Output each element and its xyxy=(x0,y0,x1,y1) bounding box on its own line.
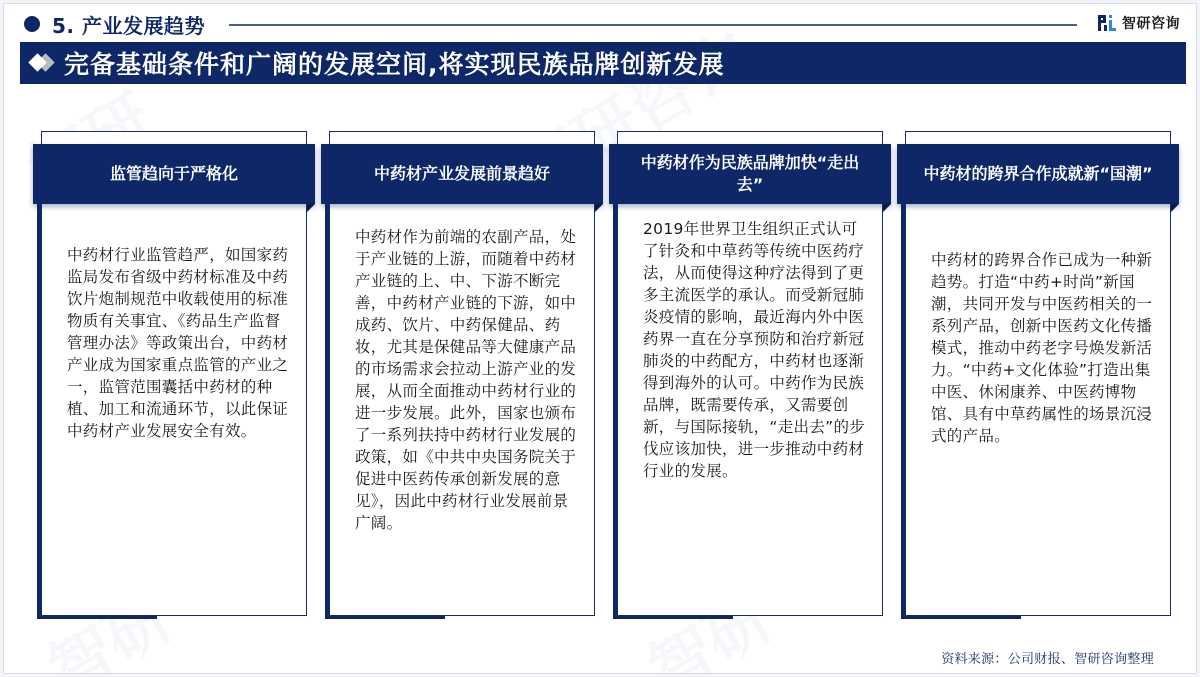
card-title: 中药材产业发展前景趋好 xyxy=(321,144,603,204)
card-title: 中药材作为民族品牌加快“走出去” xyxy=(609,144,891,204)
card-going-global xyxy=(617,131,883,616)
title-banner xyxy=(20,42,1186,84)
section-title: 5. 产业发展趋势 xyxy=(52,13,205,38)
card-fold xyxy=(883,204,891,212)
source-note: 资料来源：公司财报、智研咨询整理 xyxy=(941,652,1154,667)
card-body: 2019年世界卫生组织正式认可了针灸和中草药等传统中医药疗法，从而使得这种疗法得到了更多主流医学的承认。而受新冠肺炎疫情的影响，最近海内外中医药界一直在分享预防和治疗新冠肺炎的中药配方，中药材也逐渐得到海外的认可。中药作为民族品牌，既需要传承，又需要创新，与国际接轨，“走出去”的步伐应该加快，进一步推动中药材行业的发展。 xyxy=(643,220,866,480)
card-fold xyxy=(595,204,603,212)
diamond-icon xyxy=(28,53,60,73)
card-body: 中药材作为前端的农副产品，处于产业链的上游，而随着中药材产业链的上、中、下游不断完善，中药材产业链的下游，如中成药、饮片、中药保健品、药妆，尤其是保健品等大健康产品的市场需求会拉动上游产业的发展，从而全面推动中药材行业的进一步发展。此外，国家也颁布了一系列扶持中药材行业发展的政策，如《中共中央国务院关于促进中医药传承创新发展的意见》，因此中药材行业发展前景广阔。 xyxy=(355,228,577,532)
card-title: 监管趋向于严格化 xyxy=(33,144,315,204)
bullet-dot-icon xyxy=(24,16,40,32)
card-fold xyxy=(1171,204,1179,212)
card-body: 中药材行业监管趋严，如国家药监局发布省级中药材标准及中药饮片炮制规范中收载使用的标准物质有关事宜、《药品生产监督管理办法》等政策出台，中药材产业成为国家重点监管的产业之一，监管范围囊括中药材的种植、加工和流通环节，以此保证中药材产业发展安全有效。 xyxy=(67,246,289,440)
logo-text: 智研咨询 xyxy=(1122,16,1180,32)
brand-logo xyxy=(1097,13,1180,33)
card-body: 中药材的跨界合作已成为一种新趋势。打造“中药+时尚”新国潮，共同开发与中医药相关的一系列产品，创新中医药文化传播模式，推动中药老字号焕发新活力。“中药+文化体验”打造出集中医、休闲康养、中医药博物馆、具有中草药属性的场景沉浸式的产品。 xyxy=(931,251,1153,445)
banner-title: 完备基础条件和广阔的发展空间,将实现民族品牌创新发展 xyxy=(64,50,725,79)
section-divider xyxy=(229,24,1077,26)
card-regulation xyxy=(41,131,307,616)
card-fold xyxy=(307,204,315,212)
card-title: 中药材的跨界合作成就新“国潮” xyxy=(897,144,1179,204)
card-outlook xyxy=(329,131,595,616)
logo-icon xyxy=(1097,13,1117,33)
slide xyxy=(3,3,1197,674)
card-cross-border xyxy=(905,131,1171,616)
section-header xyxy=(24,10,205,38)
